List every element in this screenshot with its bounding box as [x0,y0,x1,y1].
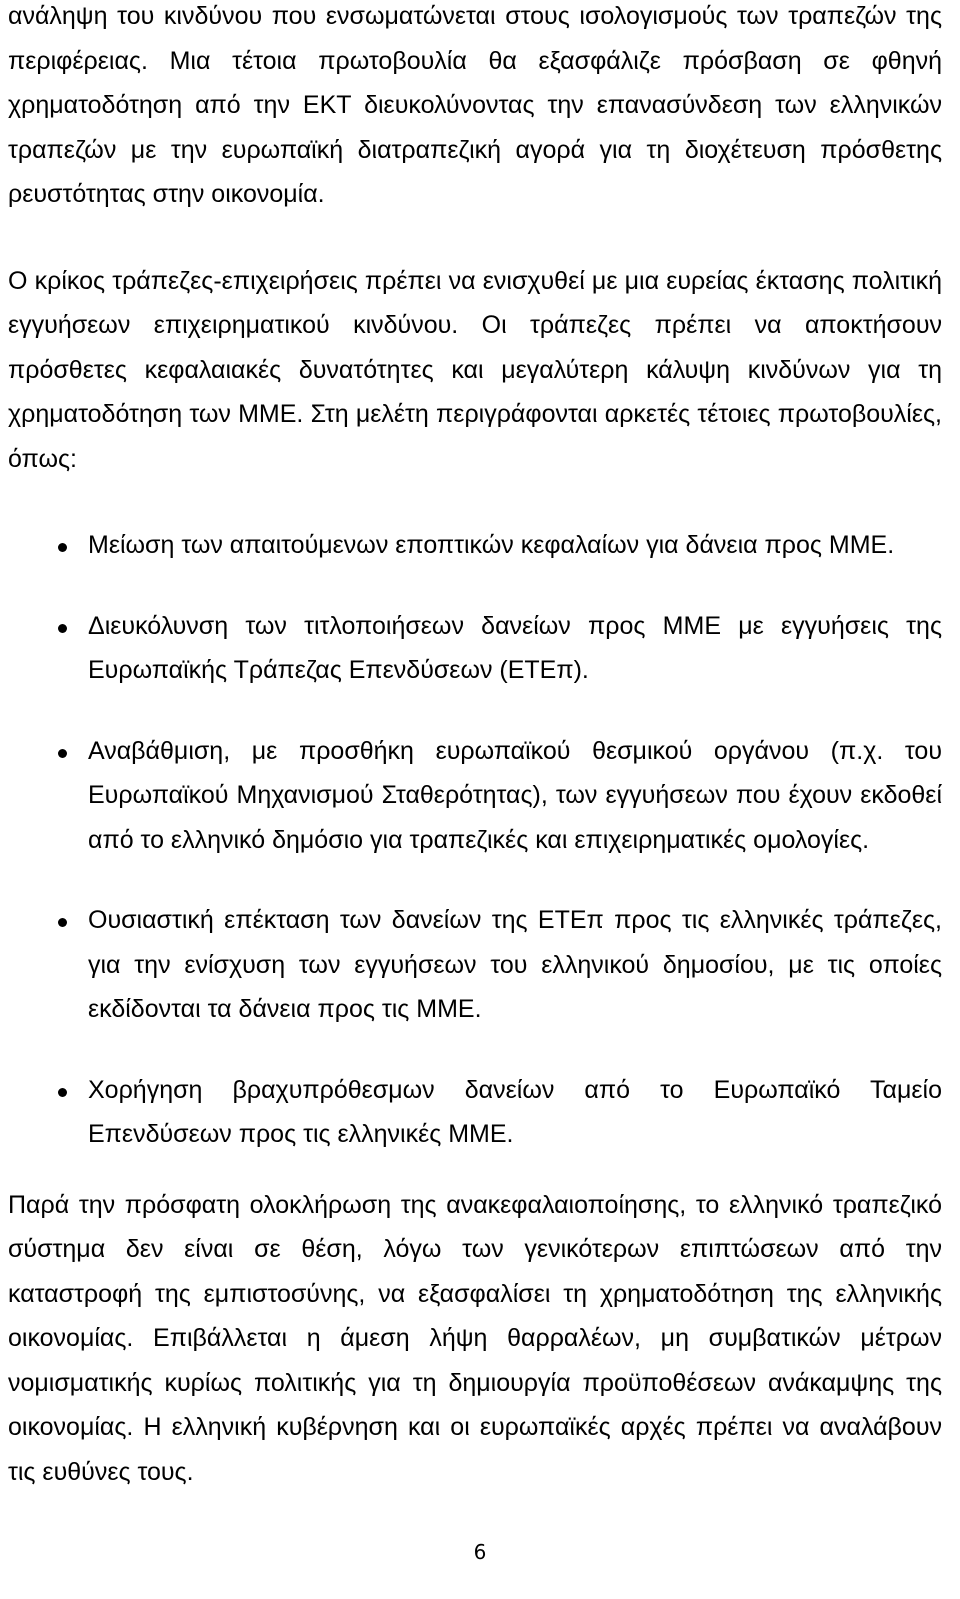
list-item-text: Μείωση των απαιτούμενων εποπτικών κεφαλαίων για δάνεια προς ΜΜΕ. [88,531,895,559]
paragraph-liquidity: ανάληψη του κινδύνου που ενσωματώνεται στους ισολογισμούς των τραπεζών της περιφέρειας. Μια τέτοια πρωτοβουλία θα εξασφάλιζε πρόσβαση σε φθηνή χρηματοδότηση από την ΕΚΤ διευκολύνοντας την επανασύνδεση των ελληνικών τραπεζών με την ευρωπαϊκή διατραπεζική αγορά για τη διοχέτευση πρόσθετης ρευστότητας στην οικονομία. [8,2,942,208]
list-item [8,604,942,693]
bullet-dot-icon [58,543,67,552]
list-item-text: Χορήγηση βραχυπρόθεσμων δανείων από το Ευρωπαϊκό Ταμείο Επενδύσεων προς τις ελληνικές ΜΜΕ. [88,1075,942,1148]
page-number: 6 [473,1540,487,1564]
list-item [8,523,942,568]
list-item [8,729,942,863]
bullet-dot-icon [58,749,67,758]
bullet-dot-icon [58,918,67,927]
list-item-text: Ουσιαστική επέκταση των δανείων της ΕΤΕπ προς τις ελληνικές τράπεζες, για την ενίσχυση των εγγυήσεων του ελληνικού δημοσίου, με τις οποίες εκδίδονται τα δάνεια προς τις ΜΜΕ. [88,906,942,1023]
list-item [8,898,942,1032]
document-page [8,0,942,1494]
list-item-text: Αναβάθμιση, με προσθήκη ευρωπαϊκού θεσμικού οργάνου (π.χ. του Ευρωπαϊκού Μηχανισμού Σταθερότητας), των εγγυήσεων που έχουν εκδοθεί από το ελληνικό δημόσιο για τραπεζικές και επιχειρηματικές ομολογίες. [88,736,942,854]
paragraph-recapitalization: Παρά την πρόσφατη ολοκλήρωση της ανακεφαλαιοποίησης, το ελληνικό τραπεζικό σύστημα δεν είναι σε θέση, λόγω των γενικότερων επιπτώσεων από την καταστροφή της εμπιστοσύνης, να εξασφαλίσει τη χρηματοδότηση της ελληνικής οικονομίας. Επιβάλλεται η άμεση λήψη θαρραλέων, μη συμβατικών μέτρων νομισματικής κυρίως πολιτικής για τη δημιουργία προϋποθέσεων ανάκαμψης της οικονομίας. Η ελληνική κυβέρνηση και οι ευρωπαϊκές αρχές πρέπει να αναλάβουν τις ευθύνες τους. [8,1190,942,1486]
paragraph-bank-business-link: Ο κρίκος τράπεζες-επιχειρήσεις πρέπει να ενισχυθεί με μια ευρείας έκτασης πολιτική εγγυήσεων επιχειρηματικού κινδύνου. Οι τράπεζες πρέπει να αποκτήσουν πρόσθετες κεφαλαιακές δυνατότητες και μεγαλύτερη κάλυψη κινδύνων για τη χρηματοδότηση των ΜΜΕ. Στη μελέτη περιγράφονται αρκετές τέτοιες πρωτοβουλίες, όπως: [8,266,942,473]
initiatives-list [8,523,942,1157]
list-item-text: Διευκόλυνση των τιτλοποιήσεων δανείων προς ΜΜΕ με εγγυήσεις της Ευρωπαϊκής Τράπεζας Επενδύσεων (ΕΤΕπ). [88,611,942,684]
list-item [8,1068,942,1157]
bullet-dot-icon [58,624,67,633]
bullet-dot-icon [58,1088,67,1097]
